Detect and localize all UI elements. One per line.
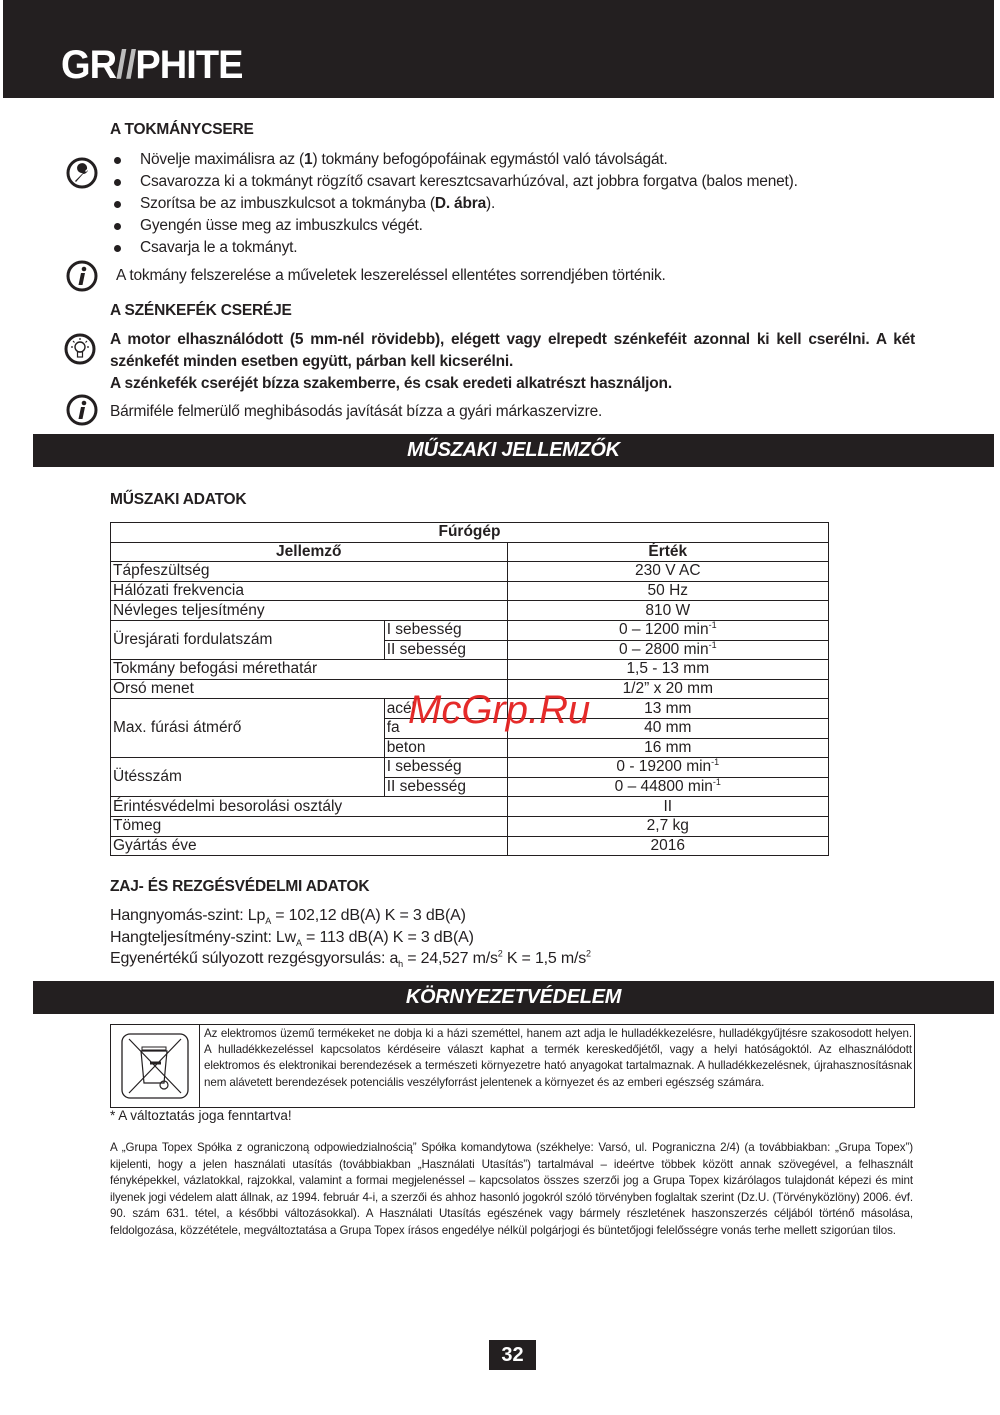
section-title-specs: MŰSZAKI ADATOK — [110, 491, 247, 508]
table-row — [111, 758, 829, 778]
table-row — [111, 581, 829, 601]
cell-value: 0 – 2800 $\min^{-1}$ — [507, 640, 828, 660]
lightbulb-icon — [64, 333, 96, 365]
table-row — [111, 620, 829, 640]
cell-label: Gyártás éve — [111, 836, 508, 856]
brushes-warning-specialist: A szénkefék cseréjét bízza szakemberre, és csak eredeti alkatrészt használjon. — [110, 375, 672, 392]
chuck-steps-list — [110, 149, 798, 259]
environment-box — [110, 1024, 915, 1108]
cell-label: Max. fúrási átmérő — [111, 699, 385, 758]
chuck-info-note: A tokmány felszerelése a műveletek leszereléssel ellentétes sorrendjében történik. — [116, 267, 666, 284]
cell-sublabel: acél — [384, 699, 507, 719]
table-title: Fúrógép — [111, 523, 829, 543]
vibration-line: Egyenértékű súlyozott rezgésgyorsulás: $a_h = 24,527$ $m/s^2$ K = 1,5 $m/s^2$ — [110, 948, 591, 970]
table-row — [111, 797, 829, 817]
section-title-brushes: A SZÉNKEFÉK CSERÉJE — [110, 302, 292, 319]
section-title-chuck: A TOKMÁNYCSERE — [110, 121, 254, 138]
section-bar-technical: MŰSZAKI JELLEMZŐK — [33, 434, 994, 467]
cell-sublabel: fa — [384, 718, 507, 738]
header-bar — [3, 0, 994, 98]
list-item: Növelje maximálisra az (1) tokmány befogópofáinak egymástól való távolságát. — [110, 149, 798, 171]
cell-label: Tápfeszültség — [111, 562, 508, 582]
cell-value: 16 mm — [507, 738, 828, 758]
cell-value: 230 V AC — [507, 562, 828, 582]
cell-value: 1/2” x 20 mm — [507, 679, 828, 699]
environment-text: Az elektromos üzemű termékeket ne dobja ki a házi szeméttel, hanem azt adja le hulladékkezelésre, hulladékgyűjtésre szakosodott helyen. A hulladékkezeléssel kapcsolatos kérdéseire választ kaphat a termék kereskedőjétől, vagy a helyi hatóságoktól. Az elhasználódott elektromos és elektronikai berendezések a természeti környezetre ható anyagokat tartalmaznak. A hulladékkezelésnek, újrahasznosításnak nem alávetett berendezések potenciális veszélyforrást jelentenek a környezet és az emberi egészség számára. — [204, 1027, 912, 1089]
cell-sublabel: II sebesség — [384, 640, 507, 660]
cell-value: 2016 — [507, 836, 828, 856]
cell-value: 40 mm — [507, 718, 828, 738]
noise-data — [110, 905, 591, 970]
cell-value: 810 W — [507, 601, 828, 621]
brushes-info-note: Bármiféle felmerülő meghibásodás javítását bízza a gyári márkaszervizre. — [110, 403, 603, 420]
cell-label: Tömeg — [111, 816, 508, 836]
cell-value: 0 – 44800 $\min^{-1}$ — [507, 777, 828, 797]
change-rights-note: * A változtatás joga fenntartva! — [110, 1108, 292, 1123]
cell-value: 2,7 kg — [507, 816, 828, 836]
cell-label: Hálózati frekvencia — [111, 581, 508, 601]
section-bar-environment: KÖRNYEZETVÉDELEM — [33, 981, 994, 1014]
table-row — [111, 562, 829, 582]
table-row — [111, 601, 829, 621]
cell-sublabel: I sebesség — [384, 758, 507, 778]
page-number: 32 — [489, 1340, 536, 1370]
crossed-out-bin-icon — [111, 1025, 199, 1107]
cell-label: Tokmány befogási mérethatár — [111, 660, 508, 680]
cell-sublabel: beton — [384, 738, 507, 758]
cell-sublabel: II sebesség — [384, 777, 507, 797]
cell-label: Érintésvédelmi besorolási osztály — [111, 797, 508, 817]
graphite-logo: GR//PHITE — [61, 43, 243, 87]
list-item: Gyengén üsse meg az imbuszkulcs végét. — [110, 215, 798, 237]
cell-value: 0 - 19200 $\min^{-1}$ — [507, 758, 828, 778]
sound-pressure-line: Hangnyomás-szint: $Lp_A = 102,12$ dB(A) K = 3 dB(A) — [110, 907, 466, 927]
cell-value: II — [507, 797, 828, 817]
info-icon — [66, 394, 98, 426]
table-row — [111, 816, 829, 836]
cell-label: Orsó menet — [111, 679, 508, 699]
cell-label: Névleges teljesítmény — [111, 601, 508, 621]
section-title-noise: ZAJ- ÉS REZGÉSVÉDELMI ADATOK — [110, 878, 370, 895]
cell-label: Üresjárati fordulatszám — [111, 620, 385, 659]
sound-power-line: Hangteljesítmény-szint: $Lw_A = 113$ dB(A) K = 3 dB(A) — [110, 928, 474, 948]
column-header-value: Érték — [507, 542, 828, 562]
list-item: Szorítsa be az imbuszkulcsot a tokmányba (D. ábra). — [110, 193, 798, 215]
cell-sublabel: I sebesség — [384, 620, 507, 640]
cell-value: 13 mm — [507, 699, 828, 719]
brushes-warning: A motor elhasználódott (5 mm-nél rövidebb), elégett vagy elrepedt szénkeféit azonnal ki kell cserélni. A két szénkefét minden esetben együtt, párban kell kicserélni. — [110, 331, 915, 370]
table-row — [111, 660, 829, 680]
wrench-icon — [66, 157, 98, 189]
table-row — [111, 523, 829, 543]
table-header-row — [111, 542, 829, 562]
legal-copyright-text: A „Grupa Topex Spółka z ograniczoną odpowiedzialnością” Spółka komandytowa (székhelye: Varsó, ul. Pograniczna 2/4) (a továbbiakban: „Grupa Topex”) kijelenti, hogy a jelen használati utasítás (továbbiakban „Használati Utasítás”) tartalmával – ideértve többek között annak szövegével, a felhasznált fényképekkel, vázlatokkal, rajzokkal, valamint a formai megjelenéssel – kapcsolatos összes szerzői jog a Grupa Topex kizárólagos tulajdonát képezi és mint ilyenek jogi védelem alatt állnak, az 1994. február 4-i, a szerzői és ahhoz hasonló jogokról szóló törvényben foglaltak szerint (Dz.U. (Törvényközlöny) 2006. évf. 90. szám 631. tétel, a későbbi változásokkal). A Használati Utasítás egészének vagy bármely részletének haszonszerzés céljából történő másolása, feldolgozása, közzététele, megváltoztatása a Grupa Topex írásos engedélye nélkül polgárjogi és büntetőjogi felelősségre vonás terhe mellett szigorúan tilos. — [110, 1141, 913, 1237]
environment-icon-cell — [111, 1025, 200, 1107]
cell-value: 1,5 - 13 mm — [507, 660, 828, 680]
list-item: Csavarozza ki a tokmányt rögzítő csavart keresztcsavarhúzóval, azt jobbra forgatva (balos menet). — [110, 171, 798, 193]
watermark: McGrp.Ru — [408, 688, 591, 732]
cell-value: 0 – 1200 $\min^{-1}$ — [507, 620, 828, 640]
column-header-param: Jellemző — [111, 542, 508, 562]
info-icon — [66, 260, 98, 292]
table-row — [111, 836, 829, 856]
list-item: Csavarja le a tokmányt. — [110, 237, 798, 259]
cell-label: Ütésszám — [111, 758, 385, 797]
cell-value: 50 Hz — [507, 581, 828, 601]
